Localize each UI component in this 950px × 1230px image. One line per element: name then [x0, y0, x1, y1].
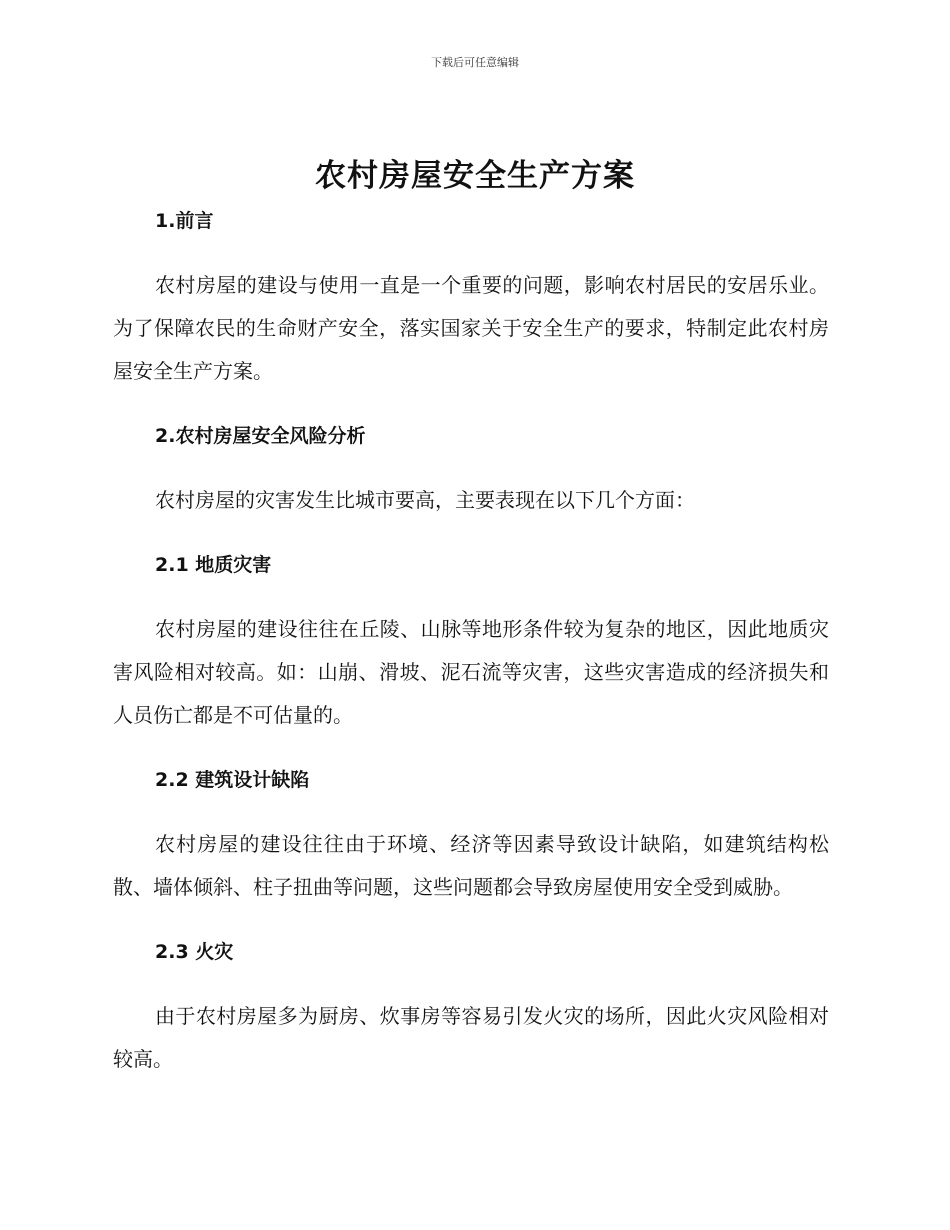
- section-heading-foreword: 1.前言: [155, 210, 214, 232]
- section-paragraph-fire: 由于农村房屋多为厨房、炊事房等容易引发火灾的场所，因此火灾风险相对较高。: [113, 1004, 829, 1071]
- page-header: 下载后可任意编辑: [431, 56, 519, 69]
- section-paragraph-risk-analysis: 农村房屋的灾害发生比城市要高，主要表现在以下几个方面：: [155, 488, 695, 512]
- section-heading-fire: 2.3 火灾: [155, 941, 234, 963]
- document-body: [113, 208, 829, 1081]
- document-title: 农村房屋安全生产方案: [315, 158, 635, 194]
- section-heading-design-defects: 2.2 建筑设计缺陷: [155, 769, 310, 791]
- section-heading-risk-analysis: 2.农村房屋安全风险分析: [155, 425, 366, 447]
- section-paragraph-geological-hazards: 农村房屋的建设往往在丘陵、山脉等地形条件较为复杂的地区，因此地质灾害风险相对较高。如：山崩、滑坡、泥石流等灾害，这些灾害造成的经济损失和人员伤亡都是不可估量的。: [113, 617, 829, 727]
- section-paragraph-design-defects: 农村房屋的建设往往由于环境、经济等因素导致设计缺陷，如建筑结构松散、墙体倾斜、柱子扭曲等问题，这些问题都会导致房屋使用安全受到威胁。: [113, 832, 829, 899]
- section-heading-geological-hazards: 2.1 地质灾害: [155, 554, 272, 576]
- section-paragraph-foreword: 农村房屋的建设与使用一直是一个重要的问题，影响农村居民的安居乐业。为了保障农民的生命财产安全，落实国家关于安全生产的要求，特制定此农村房屋安全生产方案。: [113, 273, 829, 383]
